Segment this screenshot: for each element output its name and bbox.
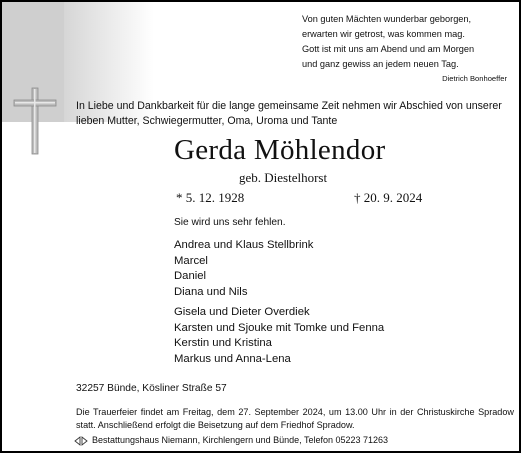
funeral-home-line [74, 435, 388, 446]
address: 32257 Bünde, Kösliner Straße 57 [76, 383, 227, 394]
family-member: Daniel [174, 270, 207, 282]
birth-date: * 5. 12. 1928 [176, 190, 245, 205]
maiden-name: geb. Diestelhorst [239, 170, 328, 185]
intro-text: In Liebe und Dankbarkeit für die lange gemeinsame Zeit nehmen wir Abschied von unserer lieben Mutter, Schwiegermutter, Oma, Uroma und Tante [76, 100, 502, 127]
bible-quote [302, 12, 512, 72]
quote-author: Dietrich Bonhoeffer [442, 74, 507, 83]
quote-line: Gott ist mit uns am Abend und am Morgen [302, 44, 475, 54]
service-notice: Die Trauerfeier findet am Freitag, dem 27. September 2024, um 13.00 Uhr in der Christuskirche Spradow statt. Anschließend erfolgt die Beisetzung auf dem Friedhof Spradow. [76, 407, 514, 430]
family-member: Markus und Anna-Lena [174, 352, 291, 365]
funeral-home: Bestattungshaus Niemann, Kirchlengern und Bünde, Telefon 05223 71263 [92, 435, 389, 445]
quote-line: und ganz gewiss an jedem neuen Tag. [302, 59, 459, 69]
cross-icon [12, 86, 58, 156]
family-member: Karsten und Sjouke mit Tomke und Fenna [174, 321, 385, 334]
family-group-1 [174, 238, 474, 300]
family-member: Andrea und Klaus Stellbrink [174, 239, 314, 251]
family-member: Gisela und Dieter Overdiek [174, 306, 310, 318]
quote-line: erwarten wir getrost, was kommen mag. [302, 29, 465, 39]
diamond-logo-icon [74, 436, 88, 446]
deceased-name: Gerda Möhlendor [174, 134, 386, 166]
death-date: † 20. 9. 2024 [354, 190, 423, 205]
missed-line: Sie wird uns sehr fehlen. [174, 217, 286, 228]
family-member: Kerstin und Kristina [174, 337, 272, 349]
family-member: Diana und Nils [174, 285, 248, 298]
family-group-2 [174, 305, 474, 367]
family-member: Marcel [174, 254, 208, 267]
quote-line: Von guten Mächten wunderbar geborgen, [302, 14, 472, 24]
